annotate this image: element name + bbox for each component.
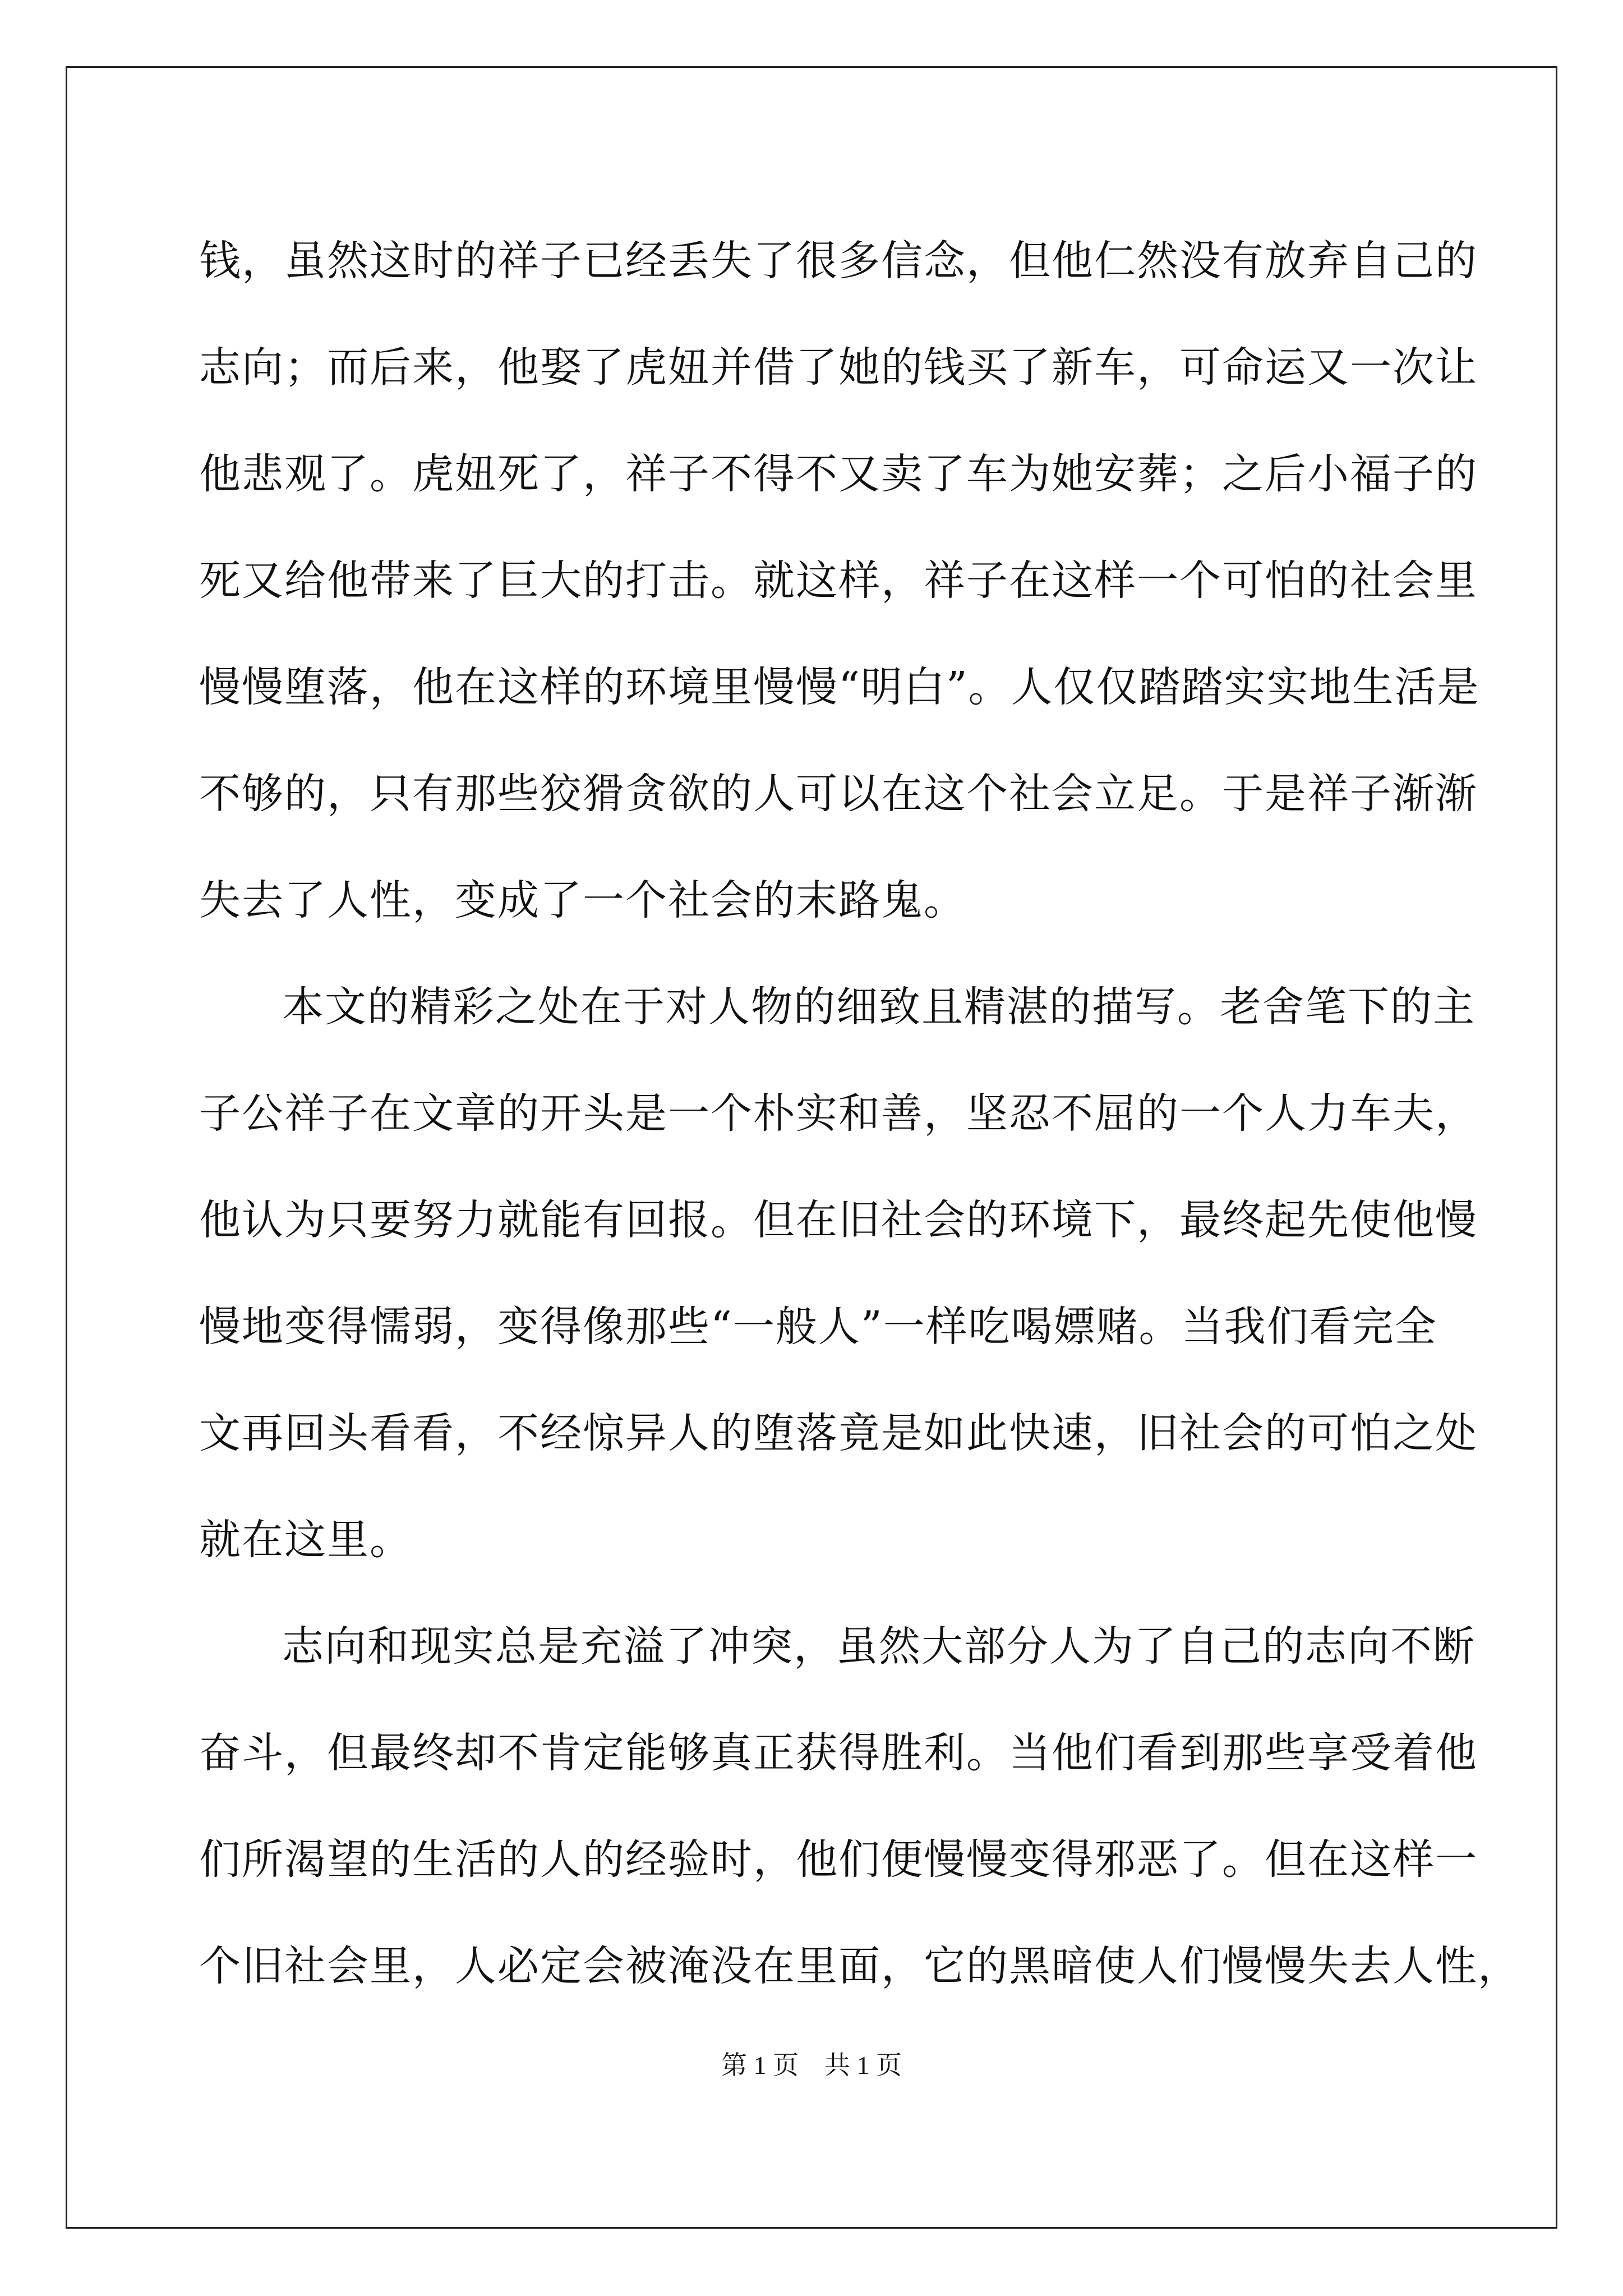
page-footer: 第 1 页 共 1 页 [721,2051,902,2079]
text-line: 慢慢堕落，他在这样的环境里慢慢“明白”。人仅仅踏踏实实地生活是 [199,663,1480,711]
text-line: 死又给他带来了巨大的打击。就这样，祥子在这样一个可怕的社会里 [199,556,1478,605]
text-line: 慢地变得懦弱，变得像那些“一般人”一样吃喝嫖赌。当我们看完全 [199,1303,1437,1351]
text-line: 子公祥子在文章的开头是一个朴实和善，坚忍不屈的一个人力车夫， [199,1089,1478,1138]
text-line: 志向；而后来，他娶了虎妞并借了她的钱买了新车，可命运又一次让 [199,343,1478,392]
paragraph-start-line: 志向和现实总是充溢了冲突，虽然大部分人为了自己的志向不断 [282,1622,1476,1671]
text-line: 就在这里。 [199,1516,412,1564]
text-line: 失去了人性，变成了一个社会的末路鬼。 [199,876,966,924]
text-line: 文再回头看看，不经惊异人的堕落竟是如此快速，旧社会的可怕之处 [199,1409,1478,1457]
text-line: 个旧社会里，人必定会被淹没在里面，它的黑暗使人们慢慢失去人性， [199,1942,1520,1990]
text-line: 他悲观了。虎妞死了，祥子不得不又卖了车为她安葬；之后小福子的 [199,450,1478,498]
document-body [199,208,1520,2019]
text-line: 钱，虽然这时的祥子已经丢失了很多信念，但他仁然没有放弃自己的 [199,237,1478,285]
paragraph-start-line: 本文的精彩之处在于对人物的细致且精湛的描写。老舍笔下的主 [282,983,1476,1031]
text-line: 他认为只要努力就能有回报。但在旧社会的环境下，最终起先使他慢 [199,1196,1478,1244]
text-line: 奋斗，但最终却不肯定能够真正获得胜利。当他们看到那些享受着他 [199,1729,1478,1777]
text-line: 不够的，只有那些狡猾贪欲的人可以在这个社会立足。于是祥子渐渐 [199,770,1478,818]
text-line: 们所渴望的生活的人的经验时，他们便慢慢变得邪恶了。但在这样一 [199,1835,1478,1884]
